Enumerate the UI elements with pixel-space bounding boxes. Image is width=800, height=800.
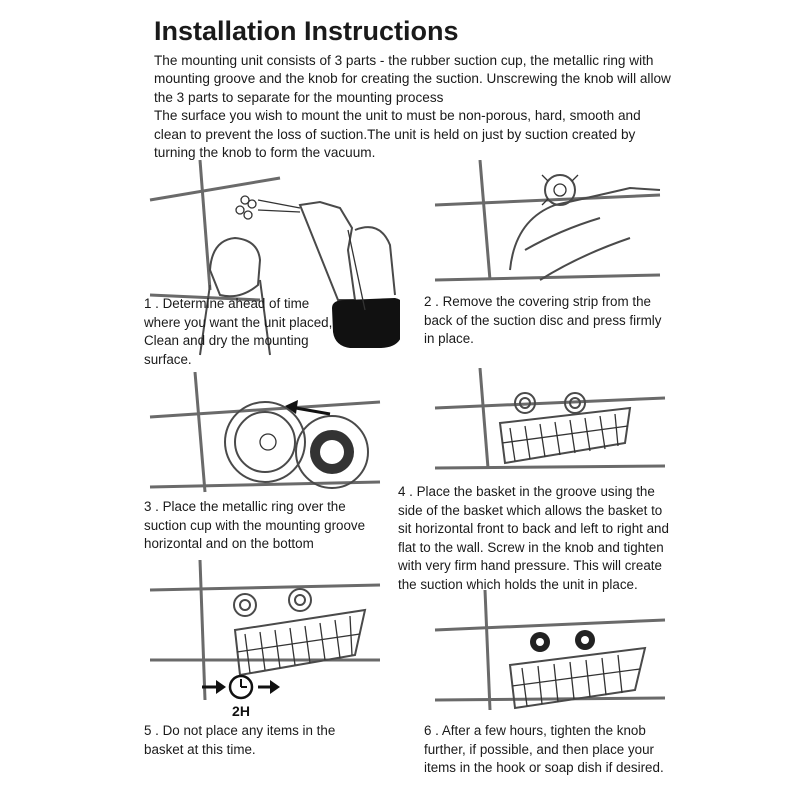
step-2-illustration: [430, 160, 670, 290]
step-4-text: [398, 483, 698, 595]
step-line: where you want the unit placed,: [144, 314, 333, 330]
step-line: 2 . Remove the covering strip from the: [424, 294, 651, 309]
step-line: 4 . Place the basket in the groove using the: [398, 484, 655, 499]
step-2-text: [424, 293, 724, 349]
knob-icon: [234, 589, 311, 616]
step-5-text: [144, 722, 384, 759]
right-arrow-icon: [258, 680, 280, 694]
clock-icon: [230, 676, 252, 698]
step-line: 5 . Do not place any items in the: [144, 723, 336, 738]
suction-cup-icon: [225, 402, 305, 482]
step-line: sit horizontal front to back and left to right and: [398, 521, 669, 537]
step-line: with very firm hand pressure. This will create: [398, 558, 662, 574]
intro-line: The mounting unit consists of 3 parts - the rubber suction cup, the metallic ring with: [154, 53, 654, 68]
intro-line: The surface you wish to mount the unit to must be non-porous, hard, smooth and: [154, 108, 641, 124]
holding-hand-icon: [355, 227, 395, 295]
step-6-illustration: [430, 590, 670, 715]
intro-line: mounting groove and the knob for creating the suction. Unscrewing the knob will allow: [154, 71, 671, 87]
step-4-illustration: [430, 368, 670, 478]
step-3-text: [144, 498, 394, 554]
step-line: items in the hook or soap dish if desired.: [424, 760, 664, 776]
intro-line: clean to prevent the loss of suction.The unit is held on just by suction created by: [154, 126, 636, 142]
step-5-illustration: [140, 560, 390, 720]
step-line: further, if possible, and then place your: [424, 741, 655, 757]
step-line: horizontal and on the bottom: [144, 536, 314, 552]
step-line: suction cup with the mounting groove: [144, 517, 366, 533]
step-6-text: [424, 722, 724, 778]
step-1-text: [144, 295, 354, 369]
metallic-ring-icon: [296, 416, 368, 488]
step-3-illustration: [140, 372, 390, 497]
wire-basket-icon: [500, 408, 630, 463]
step-line: the suction which holds the unit in place.: [398, 576, 638, 592]
wait-label: 2H: [232, 703, 250, 719]
step-line: 6 . After a few hours, tighten the knob: [424, 723, 646, 738]
step-line: back of the suction disc and press firmly: [424, 312, 662, 328]
step-line: 3 . Place the metallic ring over the: [144, 499, 346, 514]
step-line: basket at this time.: [144, 741, 256, 757]
step-line: surface.: [144, 351, 192, 367]
knob-icon: [530, 630, 595, 652]
step-line: flat to the wall. Screw in the knob and tighten: [398, 539, 664, 555]
intro-line: turning the knob to form the vacuum.: [154, 145, 376, 161]
droplets-icon: [236, 196, 300, 219]
step-line: in place.: [424, 331, 474, 347]
page-title: Installation Instructions: [154, 16, 459, 46]
step-line: side of the basket which allows the basket to: [398, 502, 663, 518]
step-line: Clean and dry the mounting: [144, 333, 309, 349]
intro-line: the 3 parts to separate for the mounting process: [154, 89, 444, 105]
step-line: 1 . Determine ahead of time: [144, 296, 310, 311]
intro-text: [154, 52, 774, 162]
wire-basket-icon: [235, 610, 365, 675]
